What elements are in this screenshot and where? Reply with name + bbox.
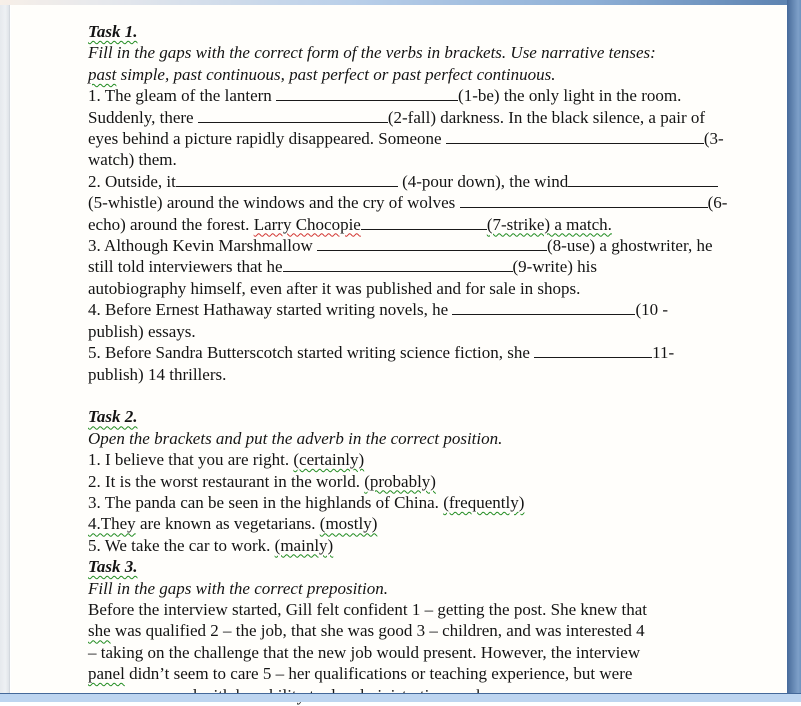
horizontal-scrollbar[interactable] — [0, 693, 801, 702]
text-segment: Suddenly, there — [88, 107, 198, 127]
fill-blank[interactable] — [361, 216, 487, 230]
text-segment: 3. Although Kevin Marshmallow — [88, 236, 318, 256]
text-line[interactable] — [88, 449, 778, 470]
text-segment: (8-use) a ghostwriter, he — [547, 236, 713, 256]
text-line[interactable] — [88, 42, 778, 63]
text-segment: Open the brackets and put the adverb in the correct position. — [88, 428, 503, 448]
text-line[interactable] — [88, 513, 778, 534]
text-line[interactable] — [88, 535, 778, 556]
text-segment: Task 1. — [88, 22, 138, 41]
fill-blank[interactable] — [568, 173, 718, 187]
text-segment: Before the interview started, Gill felt confident 1 – getting the post. She knew that — [88, 599, 647, 619]
text-segment: – taking on the challenge that the new job would present. However, the interview — [88, 642, 641, 662]
text-segment: Larry Chocopie — [253, 214, 361, 234]
text-segment: (4-pour down), the wind — [397, 171, 569, 191]
text-segment: Fill in the gaps with the correct form of the verbs in brackets. Use narrative tenses: — [88, 43, 656, 63]
text-segment: (5-whistle) around the windows and the cry of wolves — [88, 193, 460, 213]
text-segment: 3. The panda can be seen in the highlands of China. — [88, 492, 444, 512]
text-segment: 5. Before Sandra Butterscotch started writing science fiction, she — [88, 343, 535, 363]
text-line[interactable] — [88, 428, 778, 449]
text-line[interactable] — [88, 342, 778, 363]
text-segment: was qualified 2 – the job, that she was good 3 – children, and was interested 4 — [110, 621, 645, 641]
text-segment: 11- — [652, 343, 675, 363]
text-segment: Task 3. — [88, 557, 138, 577]
text-segment: (6- — [707, 193, 728, 213]
fill-blank[interactable] — [460, 194, 708, 208]
text-segment: panel — [88, 664, 125, 684]
text-line[interactable] — [88, 149, 778, 170]
text-segment: (mostly) — [319, 514, 378, 534]
text-segment: echo) around the forest. — [88, 214, 254, 234]
fill-blank[interactable] — [317, 237, 547, 251]
text-segment: past — [88, 64, 117, 84]
text-line[interactable] — [88, 620, 778, 641]
text-line[interactable] — [88, 578, 778, 599]
text-line[interactable] — [88, 235, 778, 256]
text-segment: she — [88, 621, 111, 641]
text-line[interactable] — [88, 471, 778, 492]
text-segment: 1. I believe that you are right. — [88, 450, 294, 470]
document-page[interactable] — [11, 5, 786, 693]
text-line[interactable] — [88, 492, 778, 513]
text-line[interactable] — [88, 192, 778, 213]
text-segment: (certainly) — [293, 450, 365, 470]
text-segment: 1. The gleam of the lantern — [88, 86, 277, 106]
fill-blank[interactable] — [283, 258, 513, 272]
text-segment: 5. We take the car to work. — [88, 535, 275, 555]
text-segment: autobiography himself, even after it was published and for sale in shops. — [88, 278, 581, 298]
text-segment: Fill in the gaps with the correct preposition. — [88, 578, 388, 598]
text-line[interactable] — [88, 256, 778, 277]
text-line[interactable] — [88, 278, 778, 299]
text-line[interactable] — [88, 299, 778, 320]
text-segment: (9-write) his — [512, 257, 598, 277]
task-heading[interactable] — [88, 556, 778, 577]
text-segment: (1-be) the only light in the room. — [458, 86, 682, 106]
text-segment: didn’t seem to care 5 – her qualifications or teaching experience, but were — [124, 664, 633, 684]
text-segment: publish) 14 thrillers. — [88, 364, 227, 384]
text-segment: 2. Outside, it — [88, 171, 176, 191]
text-line[interactable] — [88, 321, 778, 342]
fill-blank[interactable] — [452, 301, 635, 315]
text-segment: are known as vegetarians. — [135, 514, 320, 534]
fill-blank[interactable] — [446, 130, 704, 144]
page-margin-strip — [0, 5, 10, 693]
fill-blank[interactable] — [276, 87, 458, 101]
text-segment: 4.They — [88, 514, 136, 534]
text-segment: simple, past continuous, past perfect or past perfect continuous. — [116, 64, 556, 84]
text-segment: Task 2. — [88, 407, 138, 427]
text-line[interactable] — [88, 663, 778, 684]
document-text-area[interactable] — [88, 21, 778, 694]
text-segment: (2-fall) darkness. In the black silence, a pair of — [387, 107, 706, 127]
text-segment: (mainly) — [274, 535, 334, 555]
text-line[interactable] — [88, 64, 778, 85]
text-segment: watch) them. — [88, 150, 177, 170]
text-line[interactable] — [88, 385, 778, 406]
task-heading[interactable] — [88, 406, 778, 427]
fill-blank[interactable] — [198, 109, 388, 123]
task-heading[interactable] — [88, 21, 778, 42]
text-segment: (3- — [703, 129, 724, 149]
text-segment: (10 - — [635, 300, 669, 320]
text-line[interactable] — [88, 214, 778, 235]
text-line[interactable] — [88, 642, 778, 663]
fill-blank[interactable] — [176, 173, 398, 187]
text-line[interactable] — [88, 599, 778, 620]
text-segment: 2. It is the worst restaurant in the world. — [88, 471, 365, 491]
fill-blank[interactable] — [534, 344, 652, 358]
text-line[interactable] — [88, 107, 778, 128]
text-segment: (probably) — [364, 471, 436, 491]
text-line[interactable] — [88, 171, 778, 192]
text-line[interactable] — [88, 85, 778, 106]
vertical-scrollbar[interactable] — [787, 0, 801, 693]
text-segment: (frequently) — [443, 492, 525, 512]
text-segment: 4. Before Ernest Hathaway started writing novels, he — [88, 300, 453, 320]
text-line[interactable] — [88, 364, 778, 385]
text-line[interactable] — [88, 128, 778, 149]
text-segment: publish) essays. — [88, 321, 196, 341]
text-segment: eyes behind a picture rapidly disappeared. Someone — [88, 129, 446, 149]
text-segment: (7-strike) a match. — [486, 214, 612, 234]
text-segment: still told interviewers that he — [88, 257, 283, 277]
